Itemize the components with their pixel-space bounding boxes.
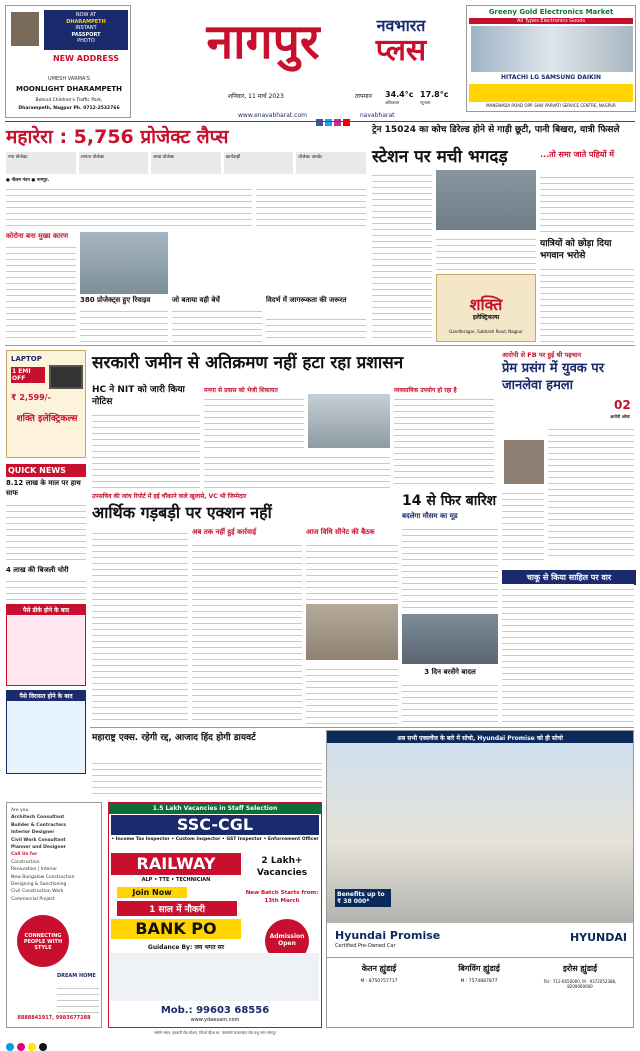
architect-tag: CONNECTING PEOPLE WITH STYLE xyxy=(17,915,69,967)
arch-line-11: Civil Construction Work xyxy=(11,889,64,895)
love-body-2 xyxy=(502,488,544,560)
railway-sub: ALP • TTE • TECHNICIAN xyxy=(141,877,211,883)
architect-ad[interactable] xyxy=(6,802,102,1028)
now-at: NOW AT xyxy=(75,12,97,18)
audit-body-3 xyxy=(306,664,398,724)
dealer-1: केतन ह्युंडाई xyxy=(361,964,397,973)
shakti-sub: इलेक्ट्रिकल्स xyxy=(472,314,500,321)
arch-line-9: New Bungalow Construction xyxy=(11,874,75,880)
lead-body xyxy=(6,184,252,230)
railway-body xyxy=(92,758,322,798)
sell-body xyxy=(172,306,262,342)
train-headline2: स्टेशन पर मची भगदड़ xyxy=(372,147,508,167)
hyundai-logo: HYUNDAI xyxy=(569,931,627,944)
coaching-mob: Mob.: 99603 68556 xyxy=(160,1005,270,1016)
store-name: Greeny Gold Electronics Market xyxy=(488,8,614,16)
rain-photo xyxy=(402,614,498,664)
quick-h1: 8.12 लाख के माल पर हाथ साफ xyxy=(6,479,81,497)
photo-label: PHOTO xyxy=(77,38,95,44)
stat-5: प्रोजेक्ट अपडेट xyxy=(296,152,366,174)
left-ad[interactable] xyxy=(5,5,131,118)
stat-4: कार्यवाही xyxy=(224,152,294,174)
coaching-ad[interactable] xyxy=(108,802,322,1028)
laptop-emi: 1 EMI OFF xyxy=(11,367,45,383)
classified-1-title: पैसे डीके होने के बाद xyxy=(7,605,85,615)
dealer-1-tel: M : 8750757717 xyxy=(360,979,398,984)
arch-line-1: Architech Consultant xyxy=(11,815,65,821)
architect-address xyxy=(57,983,99,1013)
audit-photo xyxy=(306,604,398,660)
govt-body-2 xyxy=(204,452,390,488)
train-photo xyxy=(436,170,536,230)
shakti-addr: Gandhisagar, Subhash Road, Nagpur xyxy=(449,329,523,334)
audit-kicker: उपसचिव की जांच रिपोर्ट में हई चौंकाने वाले खुलासे, VC भी जिम्मेदार xyxy=(92,493,247,500)
train-side-head: ...तो समा जाते पहियों में xyxy=(540,150,615,159)
stat-1: नया प्रोजेक्ट xyxy=(6,152,76,174)
arch-line-2: Builder & Contractors xyxy=(11,822,67,828)
masthead-sub2: प्लस xyxy=(375,33,427,68)
arch-line-0: Are you xyxy=(11,808,29,813)
reg-dot-k xyxy=(39,1043,47,1051)
laptop-ad[interactable] xyxy=(6,350,86,458)
dealer-2-tel: M : 7574887877 xyxy=(460,979,498,984)
architect-phone: 8888841917, 9983677288 xyxy=(17,1015,91,1021)
masthead-sub1: नवभारत xyxy=(376,16,426,35)
dealer-3: इरोस ह्युंडाई xyxy=(562,964,598,973)
lead-body-2 xyxy=(256,184,366,230)
railway-headline: महाराष्ट्र एक्स. रहेगी रद्द, आजाद हिंद होगी डायवर्ट xyxy=(92,733,256,743)
laptop-image xyxy=(49,365,83,389)
owner: UMESH VARMA'S xyxy=(48,76,90,82)
audit-sub2-body xyxy=(306,540,398,600)
lead-stats xyxy=(6,152,366,174)
ssc: SSC-CGL xyxy=(111,815,319,835)
train-body-2 xyxy=(436,234,536,270)
store-tag: All Types Electronics Goods xyxy=(469,18,633,24)
govt-side2: व्यवसायिक उपयोग हो रहा है xyxy=(394,387,457,394)
love-knife: चाकू से किया साहिल पर वार xyxy=(502,570,636,585)
arch-line-4: Civil Work Consultant xyxy=(11,837,66,843)
masthead-title: नागपुर xyxy=(206,14,320,70)
laptop-shop: शक्ति इलेक्ट्रिकल्स xyxy=(16,414,78,424)
arch-line-10: Designing & Sanctioning xyxy=(11,882,67,888)
quick-title: QUICK NEWS xyxy=(6,464,86,477)
govt-headline: सरकारी जमीन से अतिक्रमण नहीं हटा रहा प्रशासन xyxy=(92,353,404,373)
subhead-revived: 380 प्रोजेक्ट्स हुए रिवाइव xyxy=(80,296,151,304)
rain-body xyxy=(402,524,498,610)
vac2: 2 Lakh+ Vacancies xyxy=(256,856,308,878)
new-batch: New Batch Starts from: 13th March xyxy=(245,890,319,904)
govt-hc: HC ने NIT को जारी किया नोटिस xyxy=(92,385,185,407)
vacancies: 1.5 Lakh Vacancies in Staff Selection xyxy=(109,803,321,814)
arch-line-3: Interior Designer xyxy=(11,830,55,836)
registration-marks xyxy=(6,1036,606,1046)
new-address: NEW ADDRESS xyxy=(52,54,120,63)
free-year: 1 साल में नौकरी xyxy=(117,901,237,916)
arch-line-5: Planner and Designer xyxy=(11,845,66,851)
addr2: Dharampeth, Nagpur Ph. 0712-2532766 xyxy=(18,106,120,111)
train-side-sub: यात्रियों को छोड़ा दिया भगवान भरोसे xyxy=(540,239,612,261)
admission: Admission Open xyxy=(265,919,309,963)
love-count-label: आरोपी अरेस्ट xyxy=(610,414,630,419)
instant: INSTANT xyxy=(75,25,97,31)
passport: PASSPORT xyxy=(71,31,101,38)
footer-line: भरोसे भवन, इतवारी रोड स्टेशन, विदर्भ डी/ब मा. पारसपर्र राजामहार रोड प्रभु नगर नागपुर xyxy=(153,1030,277,1035)
stat-3: लाख प्रोजेक्ट xyxy=(151,152,221,174)
audit-sub2: आज विधि सीनेट की बैठक xyxy=(306,528,375,536)
side-body xyxy=(6,242,76,342)
love-count: 02 xyxy=(614,398,631,412)
govt-photo xyxy=(308,394,390,448)
handle: navabharat xyxy=(360,112,395,119)
addr1: Behind Children's Traffic Park, xyxy=(35,98,103,103)
subhead-awareness: विदर्भ में जागरूकता की जरूरत xyxy=(266,296,347,304)
classified-2[interactable] xyxy=(6,690,86,774)
quick-body2 xyxy=(6,576,86,600)
appliances-image xyxy=(471,26,633,72)
quick-body1 xyxy=(6,500,86,562)
hyundai-ad[interactable] xyxy=(326,730,634,1028)
audit-sub1-body xyxy=(192,540,302,724)
reg-dot-c xyxy=(6,1043,14,1051)
love-body xyxy=(548,424,634,560)
side-title: कोरोना बना मुख्य कारण xyxy=(6,232,69,240)
hyundai-top: अब सभी एक्सचेंज के बारे में सोचो, Hyundai Promise को ही सोचो xyxy=(327,731,633,745)
hyundai-benefit: Benefits up to ₹ 38 000* xyxy=(335,889,391,907)
audit-body xyxy=(92,528,188,724)
govt-side2-body xyxy=(394,394,494,488)
lead-byline: ● नीलम नंदन ● नागपुर. xyxy=(6,178,50,183)
stat-2: लापता प्रोजेक्ट xyxy=(79,152,149,174)
temp-label: तापमान xyxy=(355,93,372,100)
ssc-sub: • Income Tax Inspector • Custom Inspector • GST Inspector • Enforcement Officer xyxy=(111,837,319,842)
hyundai-brand: Hyundai Promise xyxy=(335,929,441,942)
ad-shop: DHARAMPETH xyxy=(66,18,106,25)
govt-body xyxy=(92,410,200,488)
classified-1[interactable] xyxy=(6,604,86,686)
subhead-sell: जो बताया वही बेचें xyxy=(172,296,220,304)
temp-max: 34.4°c xyxy=(385,90,414,99)
dealer-3-tel: Tel : 712-6650000, M : 9372052388, 8209060600 xyxy=(543,979,617,989)
temp-max-label: अधिकतम xyxy=(385,100,400,105)
ad-photo xyxy=(11,12,39,46)
rain-note: 3 दिन बरसेंगे बादल xyxy=(424,668,476,676)
architect-company: DREAM HOME xyxy=(57,973,96,979)
govt-side1: मनपा से प्रवास को भेजी शिकायत xyxy=(204,387,278,394)
bank-po: BANK PO xyxy=(111,919,241,939)
store-brands: HITACHI LG SAMSUNG DAIKIN xyxy=(500,74,602,81)
laptop-price: ₹ 2,599/- xyxy=(11,393,51,402)
audit-sub1: अब तक नहीं हुई कार्रवाई xyxy=(192,528,257,536)
issue-date: शनिवार, 11 मार्च 2023 xyxy=(228,93,284,100)
revived-body xyxy=(80,306,168,342)
love-photo xyxy=(504,440,544,484)
love-headline: प्रेम प्रसंग में युवक पर जानलेवा हमला xyxy=(502,361,605,393)
temp-min-label: न्यूनतम xyxy=(420,100,431,105)
guidance: Guidance By: जय भगत सर xyxy=(147,944,225,951)
audit-headline: आर्थिक गड़बड़ी पर एक्शन नहीं xyxy=(92,503,272,522)
join-now[interactable]: Join Now xyxy=(117,887,187,898)
rain-body-2 xyxy=(402,680,498,724)
reg-dot-m xyxy=(17,1043,25,1051)
hyundai-sub: Certified Pre-Owned Car xyxy=(335,943,396,949)
classified-2-title: पैसे विरासत होने के बाद xyxy=(7,691,85,701)
train-side-body-2 xyxy=(540,264,634,342)
arch-line-7: Construction xyxy=(11,859,40,865)
arch-line-8: Renovation | Interior xyxy=(11,867,58,873)
lead-photo xyxy=(80,232,168,294)
shakti-name: शक्ति xyxy=(469,295,503,314)
store-address: MANEWADA ROAD OPP. SHIV PARVATI SERVICE CENTRE, NAGPUR xyxy=(486,103,616,108)
shakti-ad[interactable] xyxy=(436,274,536,342)
love-kicker: आरोपी से FB पर हुई थी पहचान xyxy=(502,351,582,359)
lead-kicker: महारेरा : 5,756 प्रोजेक्ट लैप्स xyxy=(6,126,229,148)
arch-line-12: Commercial Project xyxy=(11,896,55,902)
quick-h2: 4 लाख की बिजली चोरी xyxy=(6,566,69,574)
rain-headline: 14 से फिर बारिश xyxy=(402,493,497,509)
train-body xyxy=(372,170,432,342)
website[interactable]: www.enavabharat.com xyxy=(238,112,307,119)
right-ad[interactable] xyxy=(466,5,636,112)
architect-lines xyxy=(11,807,99,903)
love-body-3 xyxy=(502,584,634,724)
railway-block: RAILWAY xyxy=(111,853,241,875)
reg-dot-y xyxy=(28,1043,36,1051)
rain-sub: बदलेगा मौसम का मूड xyxy=(402,512,458,520)
studio: MOONLIGHT DHARAMPETH xyxy=(15,85,122,93)
dealer-2: बिगविंग ह्युंडाई xyxy=(458,964,500,973)
coaching-web[interactable]: www.ydaexam.com xyxy=(190,1017,240,1023)
train-side-body xyxy=(540,172,634,236)
laptop-title: LAPTOP xyxy=(11,355,42,363)
social-icons xyxy=(316,111,356,119)
arch-line-6: Call Us for xyxy=(11,852,38,858)
train-headline1: ट्रेन 15024 का कोच डिरेल्ड होने से गाड़ी छूटी, पानी बिखरा, यात्री फिसले xyxy=(372,125,620,135)
awareness-body xyxy=(266,314,366,342)
temp-min: 17.8°c xyxy=(420,90,449,99)
govt-side1-body xyxy=(204,394,304,448)
